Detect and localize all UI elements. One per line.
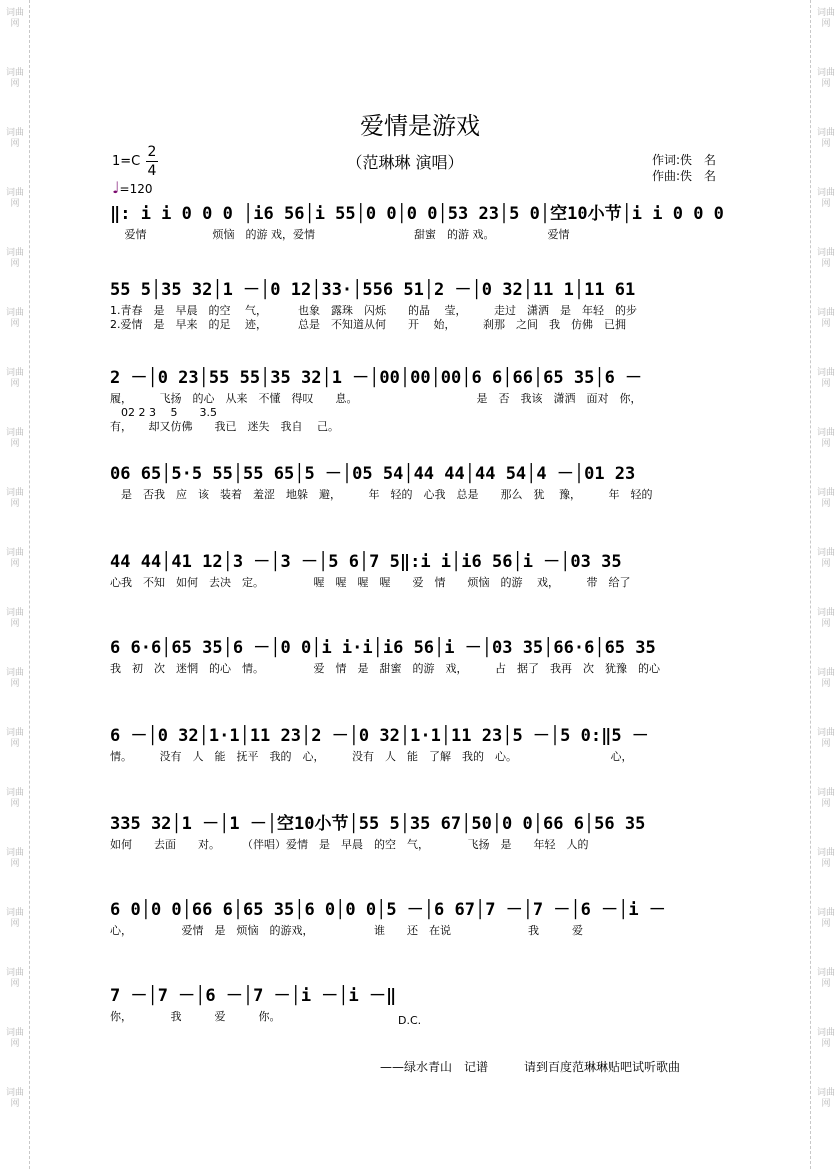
watermark: 词曲网 — [6, 728, 25, 749]
watermark: 词曲网 — [6, 908, 25, 929]
score-system — [110, 460, 760, 502]
notation-line: 06 65│5·5 55│55 65│5 －│05 54│44 44│44 54│4 －│01 23 — [110, 464, 636, 484]
score-system — [110, 548, 760, 590]
watermark: 词曲网 — [817, 8, 836, 29]
lyric-line: 如何 去面 对。 （伴唱）爱情 是 早晨 的空 气， 飞扬 是 年轻 人的 — [110, 838, 589, 851]
watermark: 词曲网 — [6, 1088, 25, 1109]
watermark: 词曲网 — [6, 248, 25, 269]
watermark: 词曲网 — [817, 428, 836, 449]
right-margin-strip — [810, 0, 840, 1169]
composer-credit: 作曲:佚 名 — [652, 169, 717, 183]
watermark: 词曲网 — [6, 308, 25, 329]
watermark: 词曲网 — [6, 8, 25, 29]
notation-line: 335 32│1 －│1 －│空10小节│55 5│35 67│50│0 0│66 6│56 35 — [110, 814, 646, 834]
lyric-line: 心， 爱情 是 烦恼 的游戏， 谁 还 在说 我 爱 — [110, 924, 583, 937]
watermark: 词曲网 — [6, 428, 25, 449]
watermark: 词曲网 — [6, 848, 25, 869]
lyric-line: 是 否我 应 该 装着 羞涩 地躲 避， 年 轻的 心我 总是 那么 犹 豫， 年 轻的 — [110, 488, 653, 501]
left-margin-strip — [0, 0, 30, 1169]
watermark: 词曲网 — [817, 548, 836, 569]
watermark: 词曲网 — [6, 488, 25, 509]
notation-line: 7 －│7 －│6 －│7 －│i －│i －‖ — [110, 986, 397, 1006]
lyricist-credit: 作词:佚 名 — [652, 153, 717, 167]
watermark: 词曲网 — [817, 608, 836, 629]
watermark: 词曲网 — [6, 128, 25, 149]
key-signature: 1=C — [112, 154, 141, 169]
watermark: 词曲网 — [6, 368, 25, 389]
score-system — [110, 722, 760, 764]
song-subtitle: （范琳琳 演唱） — [346, 153, 464, 172]
watermark: 词曲网 — [817, 908, 836, 929]
watermark: 词曲网 — [6, 668, 25, 689]
tempo-marking — [112, 178, 153, 197]
watermark: 词曲网 — [817, 188, 836, 209]
score-system — [110, 634, 760, 676]
watermark: 词曲网 — [817, 1028, 836, 1049]
watermark: 词曲网 — [817, 848, 836, 869]
score-system — [110, 896, 760, 938]
watermark: 词曲网 — [817, 248, 836, 269]
quarter-note-icon: ♩ — [112, 178, 120, 197]
notation-line: 44 44│41 12│3 －│3 －│5 6│7 5‖:i i│i6 56│i －│03 35 — [110, 552, 622, 572]
watermark: 词曲网 — [6, 968, 25, 989]
watermark: 词曲网 — [6, 608, 25, 629]
watermark: 词曲网 — [817, 68, 836, 89]
alternate-notation: 02 2 3 5 3.5 — [110, 406, 217, 419]
da-capo-marking: D.C. — [398, 1014, 422, 1027]
watermark: 词曲网 — [817, 488, 836, 509]
time-signature-top: 2 — [147, 144, 157, 160]
lyric-line: 情。 没有 人 能 抚平 我的 心， 没有 人 能 了解 我的 心。 心， — [110, 750, 633, 763]
notation-line: 6 0│0 0│66 6│65 35│6 0│0 0│5 －│6 67│7 －│7 －│6 －│i － — [110, 900, 666, 920]
notation-line: 55 5│35 32│1 －│0 12│33·│556 51│2 －│0 32│11 1│11 61 — [110, 280, 636, 300]
watermark: 词曲网 — [817, 308, 836, 329]
notation-line: 2 －│0 23│55 55│35 32│1 －│00│00│00│6 6│66│65 35│6 － — [110, 368, 643, 388]
watermark: 词曲网 — [817, 668, 836, 689]
watermark: 词曲网 — [817, 1088, 836, 1109]
time-signature — [146, 144, 158, 179]
time-signature-divider — [146, 161, 158, 162]
watermark: 词曲网 — [6, 1028, 25, 1049]
lyric-line: 我 初 次 迷惘 的心 情。 爱 情 是 甜蜜 的游 戏， 占 据了 我再 次 犹豫 的心 — [110, 662, 660, 675]
score-system — [110, 982, 760, 1024]
lyric-line: 有， 却又仿佛 我已 迷失 我自 己。 — [110, 420, 339, 433]
score-system — [110, 200, 760, 242]
notation-line: ‖: i i 0 0 0 │i6 56│i 55│0 0│0 0│53 23│5 0│空10小节│i i 0 0 0 — [110, 204, 724, 224]
watermark: 词曲网 — [6, 788, 25, 809]
tempo-value: =120 — [119, 182, 153, 196]
notation-line: 6 －│0 32│1·1│11 23│2 －│0 32│1·1│11 23│5 －│5 0:‖5 － — [110, 726, 649, 746]
lyric-line: 心我 不知 如何 去决 定。 喔 喔 喔 喔 爱 情 烦恼 的游 戏， 带 给了 — [110, 576, 631, 589]
watermark: 词曲网 — [6, 188, 25, 209]
watermark: 词曲网 — [817, 368, 836, 389]
watermark: 词曲网 — [6, 68, 25, 89]
watermark: 词曲网 — [817, 728, 836, 749]
lyric-line: 爱情 烦恼 的游 戏，爱情 甜蜜 的游 戏。 爱情 — [110, 228, 570, 241]
score-system — [110, 810, 760, 852]
lyric-line: 你， 我 爱 你。 — [110, 1010, 281, 1023]
credits — [652, 152, 716, 184]
watermark: 词曲网 — [817, 788, 836, 809]
watermark: 词曲网 — [6, 548, 25, 569]
lyric-line: 1.青春 是 早晨 的空 气， 也象 露珠 闪烁 的晶 莹， 走过 潇洒 是 年轻 的步 — [110, 304, 637, 317]
song-title: 爱情是游戏 — [360, 112, 480, 140]
score-system — [110, 276, 760, 332]
score-system — [110, 364, 760, 434]
time-signature-bottom: 4 — [147, 163, 157, 179]
lyric-line: 履， 飞扬 的心 从来 不懂 得叹 息。 是 否 我该 潇洒 面对 你， — [110, 392, 642, 405]
watermark: 词曲网 — [817, 128, 836, 149]
notation-line: 6 6·6│65 35│6 －│0 0│i i·i│i6 56│i －│03 35│66·6│65 35 — [110, 638, 656, 658]
footer-note: ——绿水青山 记谱 请到百度范琳琳贴吧试听歌曲 — [380, 1060, 681, 1074]
lyric-line: 2.爱情 是 早来 的足 迹， 总是 不知道从何 开 始， 刹那 之间 我 仿佛 已拥 — [110, 318, 626, 331]
watermark: 词曲网 — [817, 968, 836, 989]
